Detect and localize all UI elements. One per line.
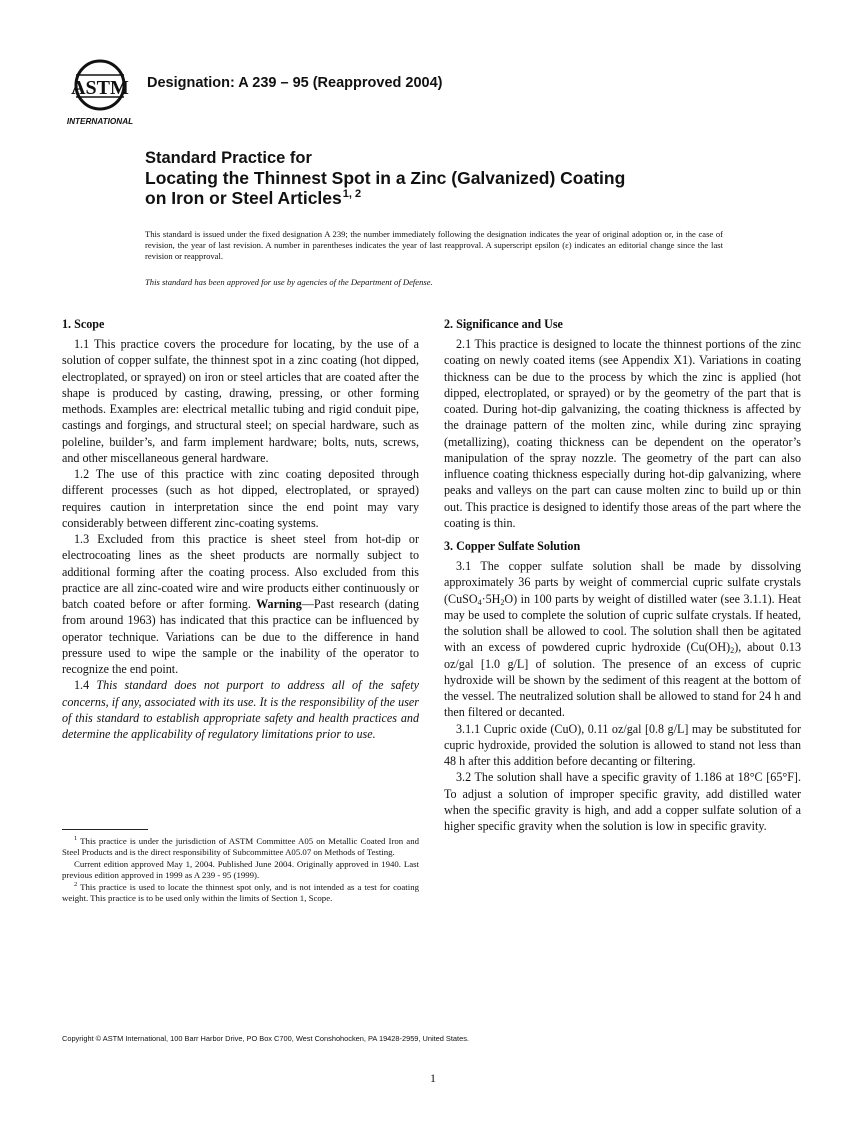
title-footnote-refs: 1, 2 [342, 188, 362, 201]
footnote-1-text: This practice is under the jurisdiction of ASTM Committee A05 on Metallic Coated Iron and Steel Products and is the direct responsibility of Subcommittee A05.07 on Methods of Testing. [62, 836, 419, 858]
footnote-divider [62, 829, 148, 830]
copyright-notice: Copyright © ASTM International, 100 Barr Harbor Drive, PO Box C700, West Conshohocken, PA 19428-2959, United States. [62, 1034, 469, 1043]
title-line-3-text: on Iron or Steel Articles [145, 188, 342, 208]
astm-logo [62, 58, 138, 126]
title-line-2: Locating the Thinnest Spot in a Zinc (Galvanized) Coating [145, 168, 626, 188]
logo-subtext: INTERNATIONAL [66, 117, 134, 126]
left-column [62, 316, 419, 742]
subscript-4: 4 [477, 597, 482, 607]
footnote-2-mark: 2 [74, 880, 78, 888]
dod-approval-note: This standard has been approved for use by agencies of the Department of Defense. [145, 277, 433, 287]
paragraph-1-3 [62, 531, 419, 677]
section-heading-copper-sulfate: 3. Copper Sulfate Solution [444, 539, 581, 553]
paragraph-3-1-part-b: ·5H [481, 591, 501, 606]
footnote-2 [62, 882, 419, 905]
paragraph-1-4-text: This standard does not purport to address all of the safety concerns, if any, associated with its use. It is the responsibility of the user of this standard to establish appropriate safety and health practices and determine the applicability of regulatory limitations prior to use. [62, 678, 419, 741]
designation: Designation: A 239 – 95 (Reapproved 2004) [147, 75, 443, 91]
right-column [444, 316, 801, 834]
paragraph-1-4 [62, 677, 419, 742]
warning-label: Warning [256, 597, 302, 611]
paragraph-3-1 [444, 558, 801, 721]
footnote-1-current-edition: Current edition approved May 1, 2004. Published June 2004. Originally approved in 1940. Last previous edition approved in 1999 as A 239 - 95 (1999). [62, 858, 419, 881]
footnotes [62, 836, 419, 904]
paragraph-3-1-1: 3.1.1 Cupric oxide (CuO), 0.11 oz/gal [0.8 g/L] may be substituted for cupric hydroxide, provided the solution is allowed to stand not less than 48 h after this addition before decanting or filtering. [444, 721, 801, 768]
paragraph-3-1-part-c: O) in 100 parts by weight of distilled water (see 3.1.1). Heat may be used to complete the solution of cupric sulfate crystals. If heated, the solution shall be allowed to cool. The solution shall then be agitated with an excess of powdered cupric hydroxide (Cu(OH) [444, 591, 801, 655]
issue-note: This standard is issued under the fixed designation A 239; the number immediately following the designation indicates the year of original adoption or, in the case of revision, the year of last revision. A number in parentheses indicates the year of last reapproval. A superscript epsilon (ε) indicates an editorial change since the last revision or reapproval. [145, 229, 723, 262]
paragraph-3-1-part-a: 3.1 The copper sulfate solution shall be made by dissolving approximately 36 parts by weight of commercial cupric sulfate crystals (CuSO [444, 559, 801, 606]
footnote-1-mark: 1 [74, 835, 78, 843]
astm-logo-graphic [62, 58, 138, 126]
page-number: 1 [430, 1071, 436, 1085]
logo-text: ASTM [71, 77, 129, 99]
paragraph-1-3-text: 1.3 Excluded from this practice is sheet steel from hot-dip or electrocoating lines as the sheet products are normally subject to additional forming after the coating process. Also excluded from this practice are all zinc-coated wire and wire products either continuously or batch coated before or after forming. [62, 532, 419, 611]
title-line-1: Standard Practice for [145, 149, 312, 167]
section-heading-significance: 2. Significance and Use [444, 317, 563, 331]
paragraph-1-4-number: 1.4 [74, 678, 97, 693]
paragraph-3-1-part-d: ), about 0.13 oz/gal [1.0 g/L] of solution. The presence of an excess of cupric hydroxide will be shown by the sediment of this reagent at the bottom of the vessel. The neutralized solution shall be allowed to stand for 24 h and then filtered or decanted. [444, 640, 801, 720]
document-title [145, 148, 785, 208]
paragraph-1-2: 1.2 The use of this practice with zinc coating deposited through different processes (such as hot dipped, electroplated, or sprayed) requires caution in interpretation since the end point may vary considerably between different zinc-coating systems. [62, 467, 419, 530]
subscript-2b: 2 [730, 646, 735, 656]
paragraph-1-3-warning-text: —Past research (dating from around 1963) has indicated that this practice can be influenced by operator technique. Variations can be due to the difference in hand pressure used to wipe the sample or the inability of the operator to recognize the end point. [62, 597, 419, 676]
paragraph-1-1: 1.1 This practice covers the procedure for locating, by the use of a solution of copper sulfate, the thinnest spot in a zinc coating (hot dipped, electroplated, or sprayed) on iron or steel articles that are coated after the shape is produced by casting, drawing, pressing, or other forming methods. Examples are: electrical metallic tubing and rigid conduit pipe, castings and forgings, and structural steel; on special hardware, such as poleline, builder’s, and farm implement hardware; bolts, nuts, screws, and other miscellaneous general hardware. [62, 337, 419, 465]
subscript-2: 2 [500, 597, 505, 607]
footnote-2-text: This practice is used to locate the thinnest spot only, and is not intended as a test for coating weight. This practice is to be used only within the limits of Section 1, Scope. [62, 881, 419, 904]
paragraph-3-2: 3.2 The solution shall have a specific gravity of 1.186 at 18°C [65°F]. To adjust a solution of improper specific gravity, add distilled water when the specific gravity is high, and add a copper sulfate solution of a higher specific gravity when the solution is low in specific gravity. [444, 770, 801, 833]
section-heading-scope: 1. Scope [62, 317, 105, 331]
footnote-1 [62, 836, 419, 859]
title-line-3 [145, 188, 785, 208]
paragraph-2-1: 2.1 This practice is designed to locate the thinnest portions of the zinc coating on newly coated items (see Appendix X1). Variations in coating thickness can be due to the process by which the zinc is applied (hot dipped, electroplated, or sprayed) or by the geometry of the part that is coated. During hot-dip galvanizing, the coating thickness is affected by the drainage pattern of the molten zinc, while during zinc spraying (metallizing), coating thickness can be dependent on the operator’s manipulation of the spray nozzle. The geometry of the part can also influence coating thickness especially during hot-dip galvanizing, where peaks and valleys on the part can cause molten zinc to build up or thin out. This practice is designed to identify those areas of the part where the coating is thin. [444, 337, 801, 530]
